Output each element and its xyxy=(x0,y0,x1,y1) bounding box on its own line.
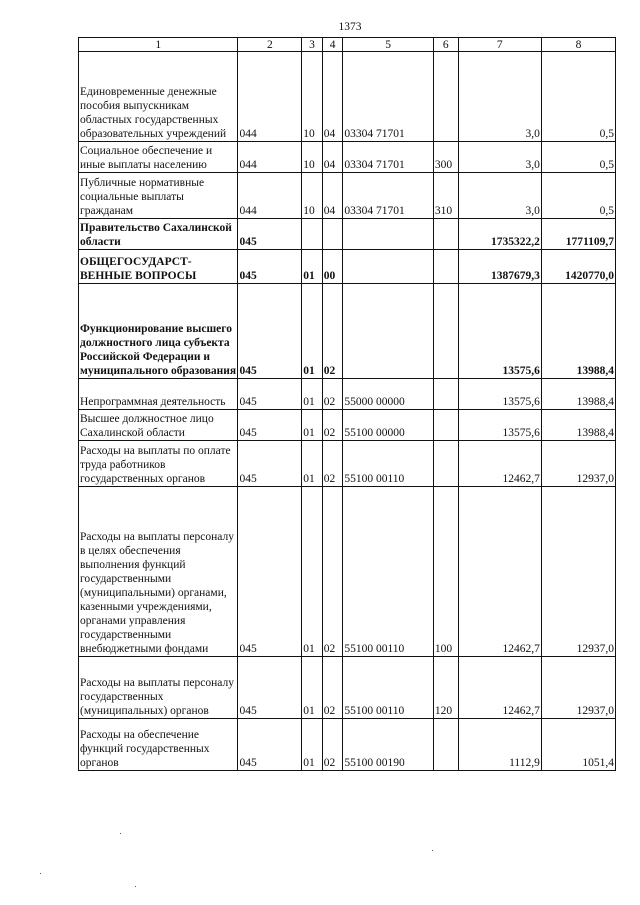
amount-col8-cell: 12937,0 xyxy=(541,441,615,487)
ministry-code-cell: 045 xyxy=(238,284,302,379)
table-row xyxy=(79,142,616,173)
budget-table xyxy=(78,37,616,771)
table-row xyxy=(79,284,616,379)
header-col-2: 2 xyxy=(238,38,302,52)
subsection-cell: 02 xyxy=(322,410,343,441)
header-col-5: 5 xyxy=(343,38,434,52)
header-col-1: 1 xyxy=(79,38,238,52)
amount-col8-cell: 13988,4 xyxy=(541,410,615,441)
section-cell: 01 xyxy=(302,410,323,441)
section-cell: 01 xyxy=(302,719,323,771)
table-body xyxy=(79,52,616,771)
amount-col8-cell: 1051,4 xyxy=(541,719,615,771)
row-name-cell: Социальное обеспечение и иные выплаты населению xyxy=(79,142,238,173)
row-name-cell: ОБЩЕГОСУДАРСТ-ВЕННЫЕ ВОПРОСЫ xyxy=(79,250,238,284)
table-row xyxy=(79,52,616,142)
section-cell: 01 xyxy=(302,379,323,410)
table-row xyxy=(79,173,616,219)
expense-type-cell xyxy=(433,219,458,250)
target-article-cell: 55100 00110 xyxy=(343,487,434,657)
amount-col8-cell: 12937,0 xyxy=(541,487,615,657)
header-col-4: 4 xyxy=(322,38,343,52)
amount-col7-cell: 13575,6 xyxy=(458,410,541,441)
subsection-cell: 02 xyxy=(322,719,343,771)
section-cell: 01 xyxy=(302,657,323,719)
scan-speck xyxy=(432,850,433,851)
ministry-code-cell: 045 xyxy=(238,250,302,284)
subsection-cell: 02 xyxy=(322,284,343,379)
target-article-cell: 55100 00110 xyxy=(343,441,434,487)
amount-col8-cell: 13988,4 xyxy=(541,284,615,379)
amount-col7-cell: 12462,7 xyxy=(458,441,541,487)
section-cell: 01 xyxy=(302,284,323,379)
target-article-cell xyxy=(343,219,434,250)
amount-col7-cell: 12462,7 xyxy=(458,657,541,719)
table-row xyxy=(79,379,616,410)
amount-col7-cell: 1387679,3 xyxy=(458,250,541,284)
amount-col7-cell: 3,0 xyxy=(458,173,541,219)
subsection-cell: 00 xyxy=(322,250,343,284)
subsection-cell: 04 xyxy=(322,142,343,173)
section-cell: 10 xyxy=(302,173,323,219)
table-row xyxy=(79,219,616,250)
row-name-cell: Расходы на выплаты персоналу в целях обеспечения выполнения функций государственными (муниципальными) органами, казенными учреждениями, органами управления государственными внебюджетными фондами xyxy=(79,487,238,657)
expense-type-cell: 300 xyxy=(433,142,458,173)
header-col-7: 7 xyxy=(458,38,541,52)
section-cell: 10 xyxy=(302,142,323,173)
row-name-cell: Расходы на выплаты по оплате труда работников государственных органов xyxy=(79,441,238,487)
section-cell: 01 xyxy=(302,250,323,284)
page-number: 1373 xyxy=(338,21,362,33)
amount-col8-cell: 0,5 xyxy=(541,52,615,142)
expense-type-cell xyxy=(433,250,458,284)
amount-col8-cell: 13988,4 xyxy=(541,379,615,410)
ministry-code-cell: 045 xyxy=(238,719,302,771)
amount-col7-cell: 13575,6 xyxy=(458,379,541,410)
ministry-code-cell: 044 xyxy=(238,142,302,173)
section-cell: 10 xyxy=(302,52,323,142)
subsection-cell: 02 xyxy=(322,379,343,410)
target-article-cell: 55100 00000 xyxy=(343,410,434,441)
expense-type-cell xyxy=(433,441,458,487)
expense-type-cell xyxy=(433,379,458,410)
amount-col8-cell: 0,5 xyxy=(541,173,615,219)
amount-col8-cell: 0,5 xyxy=(541,142,615,173)
expense-type-cell xyxy=(433,52,458,142)
scan-speck xyxy=(135,886,136,887)
section-cell: 01 xyxy=(302,487,323,657)
header-col-3: 3 xyxy=(302,38,323,52)
amount-col8-cell: 1771109,7 xyxy=(541,219,615,250)
row-name-cell: Правительство Сахалинской области xyxy=(79,219,238,250)
ministry-code-cell: 045 xyxy=(238,219,302,250)
row-name-cell: Расходы на выплаты персоналу государственных (муниципальных) органов xyxy=(79,657,238,719)
row-name-cell: Функционирование высшего должностного лица субъекта Российской Федерации и муниципального образования xyxy=(79,284,238,379)
row-name-cell: Единовременные денежные пособия выпускникам областных государственных образовательных учреждений xyxy=(79,52,238,142)
ministry-code-cell: 045 xyxy=(238,657,302,719)
target-article-cell: 55100 00190 xyxy=(343,719,434,771)
expense-type-cell: 120 xyxy=(433,657,458,719)
target-article-cell: 55000 00000 xyxy=(343,379,434,410)
expense-type-cell xyxy=(433,410,458,441)
expense-type-cell xyxy=(433,719,458,771)
amount-col7-cell: 12462,7 xyxy=(458,487,541,657)
table-row xyxy=(79,719,616,771)
amount-col8-cell: 12937,0 xyxy=(541,657,615,719)
amount-col7-cell: 1735322,2 xyxy=(458,219,541,250)
table-row xyxy=(79,657,616,719)
subsection-cell: 04 xyxy=(322,52,343,142)
table-row xyxy=(79,487,616,657)
scan-speck xyxy=(40,873,41,874)
row-name-cell: Публичные нормативные социальные выплаты гражданам xyxy=(79,173,238,219)
target-article-cell: 03304 71701 xyxy=(343,173,434,219)
amount-col7-cell: 3,0 xyxy=(458,52,541,142)
ministry-code-cell: 045 xyxy=(238,441,302,487)
ministry-code-cell: 045 xyxy=(238,410,302,441)
row-name-cell: Высшее должностное лицо Сахалинской области xyxy=(79,410,238,441)
subsection-cell xyxy=(322,219,343,250)
subsection-cell: 02 xyxy=(322,441,343,487)
table-row xyxy=(79,410,616,441)
expense-type-cell: 310 xyxy=(433,173,458,219)
ministry-code-cell: 044 xyxy=(238,52,302,142)
ministry-code-cell: 045 xyxy=(238,487,302,657)
subsection-cell: 04 xyxy=(322,173,343,219)
ministry-code-cell: 044 xyxy=(238,173,302,219)
subsection-cell: 02 xyxy=(322,657,343,719)
expense-type-cell: 100 xyxy=(433,487,458,657)
row-name-cell: Непрограммная деятельность xyxy=(79,379,238,410)
scan-speck xyxy=(120,833,121,834)
target-article-cell: 03304 71701 xyxy=(343,142,434,173)
amount-col7-cell: 3,0 xyxy=(458,142,541,173)
subsection-cell: 02 xyxy=(322,487,343,657)
expense-type-cell xyxy=(433,284,458,379)
table-row xyxy=(79,250,616,284)
target-article-cell: 55100 00110 xyxy=(343,657,434,719)
header-row xyxy=(79,38,616,52)
row-name-cell: Расходы на обеспечение функций государственных органов xyxy=(79,719,238,771)
header-col-6: 6 xyxy=(433,38,458,52)
target-article-cell xyxy=(343,284,434,379)
section-cell: 01 xyxy=(302,441,323,487)
section-cell xyxy=(302,219,323,250)
amount-col8-cell: 1420770,0 xyxy=(541,250,615,284)
amount-col7-cell: 13575,6 xyxy=(458,284,541,379)
ministry-code-cell: 045 xyxy=(238,379,302,410)
target-article-cell xyxy=(343,250,434,284)
table-row xyxy=(79,441,616,487)
header-col-8: 8 xyxy=(541,38,615,52)
amount-col7-cell: 1112,9 xyxy=(458,719,541,771)
target-article-cell: 03304 71701 xyxy=(343,52,434,142)
